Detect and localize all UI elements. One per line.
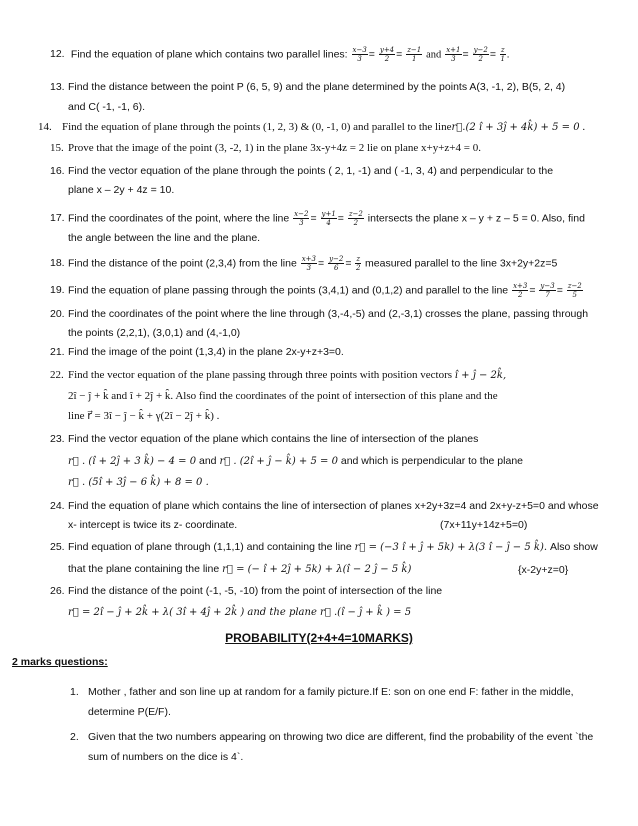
question-text: Find the equation of plane through the points (1, 2, 3) & (0, -1, 0) and parallel to the line xyxy=(62,121,452,133)
question-15 xyxy=(50,142,610,154)
question-end: . xyxy=(582,121,586,133)
question-text: Find equation of plane through (1,1,1) and containing the line xyxy=(68,541,352,553)
denominator: 1 xyxy=(500,55,505,63)
denominator: 2 xyxy=(478,55,483,63)
numerator: x+1 xyxy=(446,46,461,54)
and-word: and xyxy=(426,49,442,61)
subsection-heading: 2 marks questions: xyxy=(12,656,108,668)
question-text: intersects the plane x – y + z – 5 = 0. Also, find xyxy=(367,212,585,225)
answer-text: (7x+11y+14z+5=0) xyxy=(440,519,528,531)
question-number: 18. xyxy=(50,257,65,270)
answer-text: {x-2y+z=0} xyxy=(518,564,569,576)
question-26-line-2 xyxy=(68,606,411,619)
question-text-continued: the points (2,2,1), (3,0,1) and (4,-1,0) xyxy=(68,327,241,339)
question-number: 14. xyxy=(38,121,52,133)
question-text: Find the vector equation of the plane through the points ( 2, 1, -1) and ( -1, 3, 4) and perpendicular to the xyxy=(68,165,554,177)
numerator: x+3 xyxy=(301,255,316,263)
math-expression: î + ĵ − 2k̂, xyxy=(454,370,507,381)
numerator: z−2 xyxy=(567,282,582,290)
denominator: 2 xyxy=(384,55,390,63)
question-number: 17. xyxy=(50,212,65,225)
question-text: Given that the two numbers appearing on throwing two dice are different, find the probability of the event `the xyxy=(88,731,594,743)
question-text-continued: and C( -1, -1, 6). xyxy=(68,101,146,113)
fraction xyxy=(301,255,317,272)
question-text: Also show xyxy=(549,541,598,553)
fraction xyxy=(406,46,422,63)
question-text: Find the vector equation of the plane which contains the line of intersection of the planes xyxy=(68,433,479,445)
math-expression: r⃗ = (− î + 2ĵ + 5k) + λ(î − 2 ĵ − 5 k̂) xyxy=(222,564,412,575)
question-number: 19. xyxy=(50,284,65,297)
question-text: Mother , father and son line up at random for a family picture.If E: son on one end F: father in the middle, xyxy=(88,686,574,698)
math-expression: r⃗ . (î + 2ĵ + 3 k̂) − 4 = 0 xyxy=(68,456,197,467)
numerator: y−2 xyxy=(329,255,344,263)
denominator: 3 xyxy=(306,264,312,272)
denominator: 6 xyxy=(333,264,339,272)
denominator: 7 xyxy=(545,291,550,299)
question-text-continued: sum of numbers on the dice is 4`. xyxy=(88,751,244,763)
question-text: Find the equation of plane which contains two parallel lines: xyxy=(70,48,348,61)
denominator: 3 xyxy=(451,55,456,63)
question-text: Find the equation of plane which contains the line of intersection of planes x+2y+3z=4 and 2x+y-z+5=0 and whose xyxy=(68,500,599,512)
question-number: 16. xyxy=(50,165,65,177)
fraction xyxy=(293,210,309,227)
numerator: z xyxy=(500,46,505,54)
fraction xyxy=(473,46,489,63)
question-number: 22. xyxy=(50,369,64,381)
question-text: Find the vector equation of the plane passing through three points with position vectors xyxy=(68,369,453,381)
probability-question-2 xyxy=(70,731,630,743)
fraction xyxy=(500,46,506,63)
numerator: y−2 xyxy=(473,46,488,54)
question-12: 12. Find the equation of plane which contains two parallel lines: $\frac{x-3}{3}$ = $\frac{y+4}{2}$ = $\frac{z-1}{1}$ and $\frac{x+1}{3}$ = $\frac{y-2}{2}$ = $\frac{z}{1}$ . xyxy=(50,46,510,63)
question-17: 17. Find the coordinates of the point, where the line $\frac{x-2}{3}$ = $\frac{y+1}{4}$ = $\frac{z-2}{2}$ intersects the plane x – y + z – 5 = 0. Also, find xyxy=(50,210,585,227)
question-text-continued: the angle between the line and the plane. xyxy=(68,232,261,244)
fraction xyxy=(445,46,461,63)
question-18: 18. Find the distance of the point (2,3,4) from the line $\frac{x+3}{3}$ = $\frac{y-2}{6}$ = $\frac{z}{2}$ measured parallel to the line 3x+2y+2z=5 xyxy=(50,255,558,272)
question-text-continued: x- intercept is twice its z- coordinate. xyxy=(68,519,238,531)
math-expression: r⃗ . (5î + 3ĵ − 6 k̂) + 8 = 0 . xyxy=(68,477,209,488)
fraction xyxy=(539,282,555,299)
question-text: Find the image of the point (1,3,4) in the plane 2x-y+z+3=0. xyxy=(68,346,344,358)
section-heading: PROBABILITY(2+4+4=10MARKS) xyxy=(225,631,413,645)
question-19: 19. Find the equation of plane passing through the points (3,4,1) and (0,1,2) and parallel to the line $\frac{x+3}{2}$ = $\frac{y-3}{7}$ = $\frac{z-2}{5}$ xyxy=(50,282,582,299)
fraction xyxy=(348,210,364,227)
math-expression: r⃗ = (−3 î + ĵ + 5k) + λ(3 î − ĵ − 5 k̂). xyxy=(354,542,548,553)
probability-question-1 xyxy=(70,686,630,698)
numerator: x+3 xyxy=(513,282,528,290)
question-text-continued: line r⃗ = 3î − ĵ − k̂ + γ(2î − 2ĵ + k̂) . xyxy=(68,410,220,422)
question-text: Find the distance of the point (-1, -5, -10) from the point of intersection of the line xyxy=(68,585,443,597)
numerator: x−2 xyxy=(294,210,309,218)
numerator: x−3 xyxy=(352,46,367,54)
question-number: 23. xyxy=(50,433,65,445)
denominator: 4 xyxy=(326,219,331,227)
fraction xyxy=(355,255,361,272)
question-number: 26. xyxy=(50,585,65,597)
fraction xyxy=(567,282,583,299)
question-text-continued: that the plane containing the line xyxy=(68,563,220,575)
question-text: measured parallel to the line 3x+2y+2z=5 xyxy=(365,257,558,270)
question-text-continued: 2î − ĵ + k̂ and î + 2ĵ + k̂. Also find the coordinates of the point of intersection of this plane and the xyxy=(68,390,498,402)
numerator: y+4 xyxy=(379,46,395,54)
question-22 xyxy=(50,369,610,382)
question-16 xyxy=(50,165,610,177)
question-number: 20. xyxy=(50,308,65,320)
math-expression: r⃗.(2 î + 3ĵ + 4k̂) + 5 = 0 xyxy=(451,122,580,133)
question-text: Find the distance between the point P (6, 5, 9) and the plane determined by the points A(3, -1, 2), B(5, 2, 4) xyxy=(68,81,566,93)
question-23-line-3 xyxy=(68,476,209,489)
math-expression: r⃗ = 2î − ĵ + 2k̂ + λ( 3î + 4ĵ + 2k̂ ) and the plane r⃗ .(î − ĵ + k̂ ) = 5 xyxy=(68,607,412,618)
question-text: Find the coordinates of the point, where the line xyxy=(68,212,290,225)
question-14 xyxy=(38,121,598,134)
question-number: 25. xyxy=(50,541,65,553)
question-number: 12. xyxy=(50,48,65,61)
fraction xyxy=(328,255,344,272)
question-number: 1. xyxy=(70,686,79,698)
and-word: and xyxy=(198,455,217,467)
question-number: 15. xyxy=(50,142,64,154)
question-text-continued: determine P(E/F). xyxy=(88,706,171,718)
question-number: 24. xyxy=(50,500,65,512)
fraction xyxy=(321,210,337,227)
question-24 xyxy=(50,500,610,512)
math-expression: r⃗ . (2î + ĵ − k̂) + 5 = 0 xyxy=(219,456,338,467)
denominator: 3 xyxy=(299,219,304,227)
question-text: Find the equation of plane passing through the points (3,4,1) and (0,1,2) and parallel to the line xyxy=(68,284,509,297)
numerator: z−2 xyxy=(348,210,363,218)
question-text: Find the distance of the point (2,3,4) from the line xyxy=(68,257,297,270)
numerator: y+1 xyxy=(321,210,336,218)
denominator: 2 xyxy=(517,291,523,299)
question-23-line-2 xyxy=(68,455,523,468)
fraction xyxy=(512,282,528,299)
fraction xyxy=(352,46,368,63)
denominator: 3 xyxy=(357,55,362,63)
numerator: y−3 xyxy=(540,282,555,290)
numerator: z xyxy=(356,255,361,263)
fraction xyxy=(379,46,395,63)
denominator: 2 xyxy=(356,264,361,272)
denominator: 1 xyxy=(411,55,417,63)
question-25 xyxy=(50,541,610,554)
question-number: 21. xyxy=(50,346,65,358)
denominator: 5 xyxy=(572,291,577,299)
denominator: 2 xyxy=(353,219,359,227)
question-25-line-2 xyxy=(68,563,411,576)
question-20 xyxy=(50,308,610,320)
numerator: z−1 xyxy=(407,46,422,54)
question-26 xyxy=(50,585,610,597)
question-text-continued: plane x – 2y + 4z = 10. xyxy=(68,184,175,196)
question-13 xyxy=(50,81,610,93)
question-21 xyxy=(50,346,610,358)
question-23 xyxy=(50,433,610,445)
question-text: Prove that the image of the point (3, -2, 1) in the plane 3x-y+4z = 2 lie on plane x+y+z+4 = 0. xyxy=(68,142,481,154)
question-text: Find the coordinates of the point where the line through (3,-4,-5) and (2,-3,1) crosses the plane, passing through xyxy=(68,308,589,320)
question-number: 2. xyxy=(70,731,79,743)
question-text: and which is perpendicular to the plane xyxy=(340,455,523,467)
question-number: 13. xyxy=(50,81,65,93)
